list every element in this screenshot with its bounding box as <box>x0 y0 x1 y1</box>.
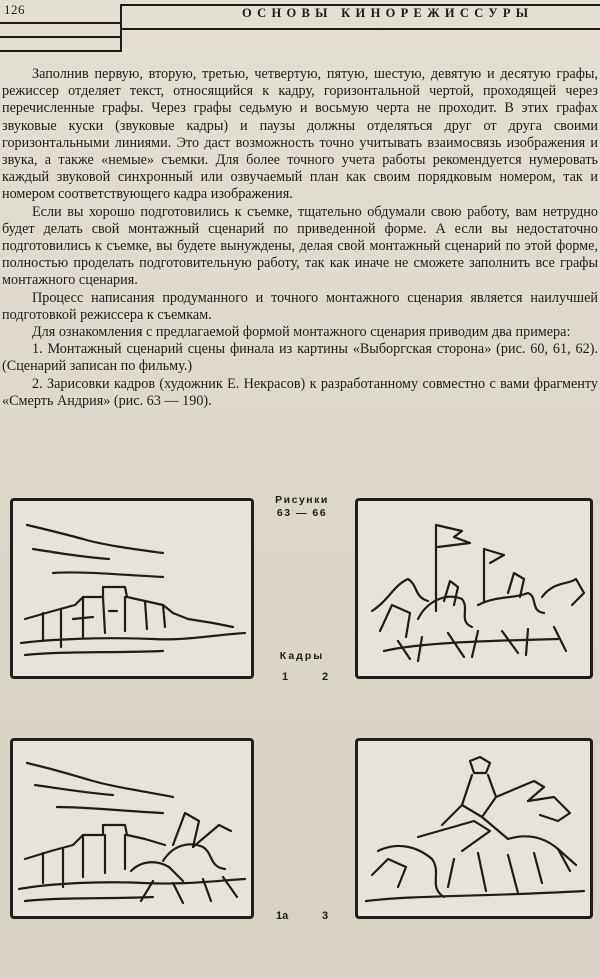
cavalry-drawing <box>358 501 590 676</box>
list-item: 1. Монтажный сценарий сцены финала из картины «Выборгская сторона» (рис. 60, 61, 62). (Сценарий записан по фильму.) <box>2 341 598 375</box>
frame-number: 3 <box>322 910 329 922</box>
paragraph: Заполнив первую, вторую, третью, четвертую, пятую, шестую, девятую и десятую графы, режиссер отделяет текст, относящийся к кадру, горизонтальной чертой, проходящей через перечисленные графы. Через графы седьмую и восьмую черта не проходит. В этих графах звуковые куски (звуковые кадры) и паузы должны отделяться друг от друга своими горизонтальными линиями. Это даст возможность точно учитывать взаимосвязь изображения и звука, а также «немые» съемки. Для более точного учета работы рекомендуется нумеровать каждый звуковой синхронный или озвучаемый план как своим порядковым номером, так и номером соответствующего кадра изображения. <box>2 66 598 203</box>
figure-caption-title: Рисунки <box>275 494 329 506</box>
frame-1-fortress-sketch <box>10 498 254 679</box>
fortress-riders-drawing <box>13 741 251 916</box>
frame-3-rider-closeup-sketch <box>355 738 593 919</box>
list-item: 2. Зарисовки кадров (художник Е. Некрасов) к разработанному совместно с вами фрагменту «Смерть Андрия» (рис. 63 — 190). <box>2 375 598 409</box>
paragraph: Процесс написания продуманного и точного монтажного сценария является наилучшей подготовкой режиссера к съемкам. <box>2 289 598 323</box>
paragraph: Для ознакомления с предлагаемой формой монтажного сценария приводим два примера: <box>32 324 571 341</box>
paragraph: Если вы хорошо подготовились к съемке, тщательно обдумали свою работу, вам нетрудно будет делать свой монтажный сценарий по приведенной форме. А если вы недостаточно подготовились к съемке, вы будете вынуждены, делая свой монтажный сценарий по этой форме, полностью проделать подготовительную работу, так как иначе не сможете заполнить все графы монтажного сценария. <box>2 203 598 289</box>
header-rule-short-bottom <box>0 50 120 52</box>
header-rule-short-mid <box>0 36 120 38</box>
body-text <box>2 66 598 410</box>
fortress-drawing <box>13 501 251 676</box>
frame-number: 2 <box>322 671 329 683</box>
header-rule-short-top <box>0 22 120 24</box>
frame-number: 1 <box>282 671 289 683</box>
frame-1a-fortress-riders-sketch <box>10 738 254 919</box>
page-number: 126 <box>4 2 25 17</box>
figure-caption-range: 63 — 66 <box>276 507 328 519</box>
figure-caption <box>262 494 342 520</box>
header-rule-under-title <box>120 28 600 30</box>
running-title: ОСНОВЫ КИНОРЕЖИССУРЫ <box>242 6 534 20</box>
rider-closeup-drawing <box>358 741 590 916</box>
frames-label: Кадры <box>279 650 325 662</box>
frame-2-cavalry-sketch <box>355 498 593 679</box>
frame-number: 1а <box>276 910 289 922</box>
